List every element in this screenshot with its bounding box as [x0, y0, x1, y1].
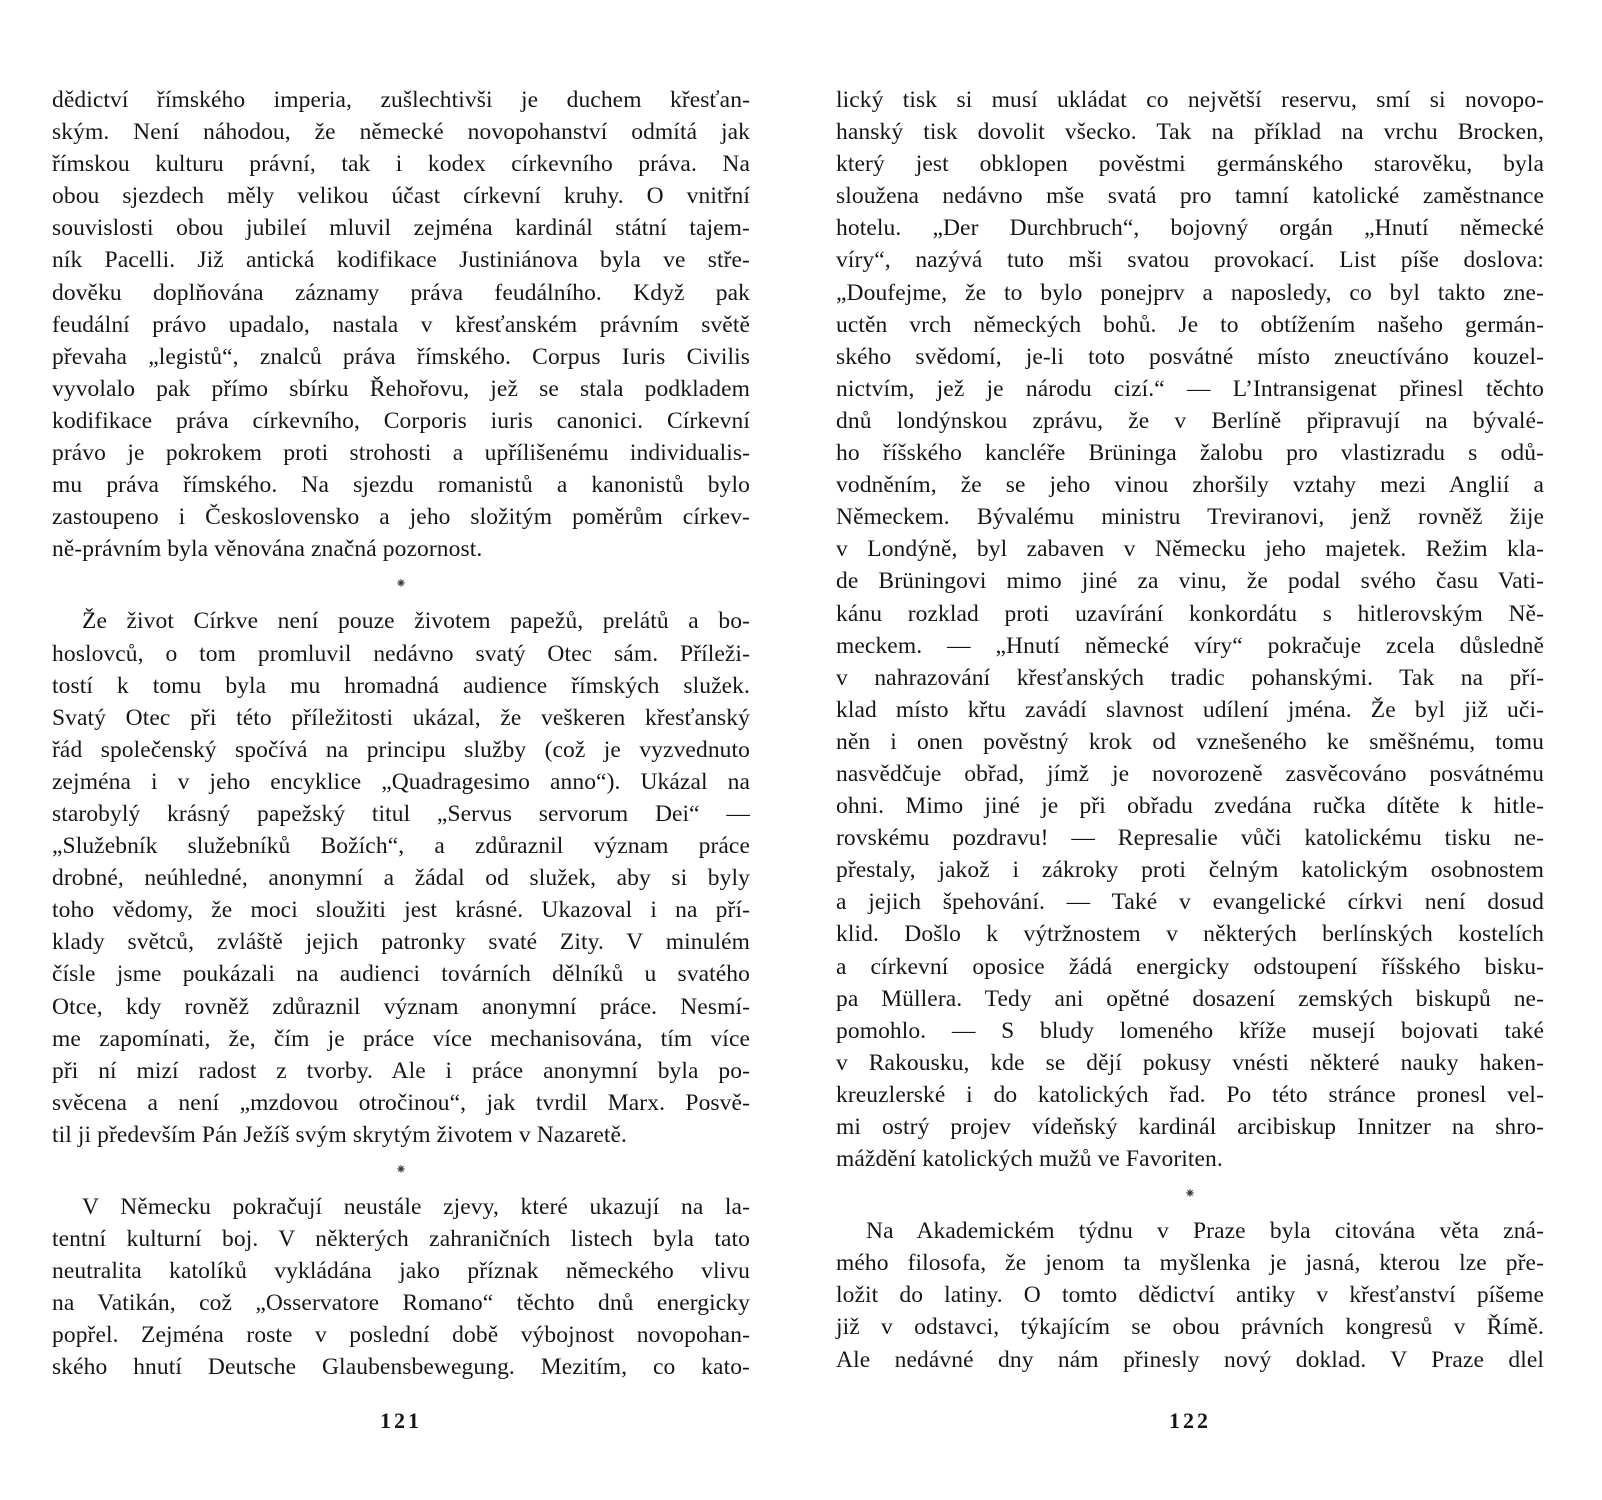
text-line: Otce, kdy rovněž zdůraznil význam anonymní práce. Nesmí-: [52, 993, 750, 1020]
text-line: hoslovců, o tom promluvil nedávno svatý Otec sám. Příleži-: [52, 640, 750, 667]
text-line: kánu rozklad proti uzavírání konkordátu s hitlerovským Ně-: [836, 600, 1544, 627]
text-line: mého filosofa, že jenom ta myšlenka je jasná, kterou lze pře-: [836, 1250, 1544, 1277]
section-ornament: ⁕: [1184, 1187, 1196, 1203]
text-line: starobylý krásný papežský titul „Servus servorum Dei“ —: [52, 800, 750, 827]
text-line: pomohlo. — S bludy lomeného kříže musejí bojovati také: [836, 1017, 1544, 1044]
text-line: kodifikace práva církevního, Corporis iuris canonici. Církevní: [52, 407, 750, 434]
text-line: při ní mizí radost z tvorby. Ale i práce anonymní byla po-: [52, 1057, 750, 1084]
text-line: klady světců, zvláště jejich patronky svaté Zity. V minulém: [52, 929, 750, 956]
text-line: drobné, neúhledné, anonymní a žádal od služek, aby si byly: [52, 865, 750, 892]
text-line: tostí k tomu byla mu hromadná audience římských služek.: [52, 672, 750, 699]
text-line: svěcena a není „mzdovou otročinou“, jak tvrdil Marx. Posvě-: [52, 1089, 750, 1116]
text-line: který jest obklopen pověstmi germánského starověku, byla: [836, 151, 1544, 178]
right-page-text: [836, 84, 1544, 1376]
text-line: hotelu. „Der Durchbruch“, bojovný orgán „Hnutí německé: [836, 215, 1544, 242]
text-line: již v odstavci, týkajícím se obou právních kongresů v Římě.: [836, 1314, 1544, 1341]
text-line: ložit do latiny. O tomto dědictví antiky v křesťanství píšeme: [836, 1282, 1544, 1309]
text-line: dověku doplňována záznamy práva feudálního. Když pak: [52, 279, 750, 306]
text-line: feudální právo upadalo, nastala v křesťanském právním světě: [52, 311, 750, 338]
text-line: de Brüningovi mimo jiné za vinu, že podal svého času Vati-: [836, 568, 1544, 595]
text-line: Ale nedávné dny nám přinesly nový doklad. V Praze dlel: [836, 1346, 1544, 1373]
text-line: ho říšského kancléře Brüninga žalobu pro vlastizradu s odů-: [836, 440, 1544, 467]
text-line: sloužena nedávno mše svatá pro tamní katolické zaměstnance: [836, 183, 1544, 210]
text-line: neutralita katolíků vykládána jako příznak německého vlivu: [52, 1258, 750, 1285]
left-paragraph-1: [52, 84, 750, 565]
text-line: přestaly, jakož i zákroky proti čelným katolickým osobnostem: [836, 857, 1544, 884]
text-line: nasvědčuje obřad, jímž je novorozeně zasvěcováno posvátnému: [836, 760, 1544, 787]
text-line: Německem. Bývalému ministru Treviranovi, jenž rovněž žije: [836, 504, 1544, 531]
text-line: dědictví římského imperia, zušlechtivši je duchem křesťan-: [52, 87, 750, 113]
left-page-text: [52, 84, 750, 1384]
right-page: [836, 0, 1544, 1500]
text-line: nictvím, jež je národu cizí.“ — L’Intransigenat přinesl těchto: [836, 375, 1544, 402]
page-number-left: 121: [380, 1408, 422, 1433]
text-line: a církevní oposice žádá energicky odstoupení říšského bisku-: [836, 953, 1544, 980]
text-line: til ji především Pán Ježíš svým skrytým životem v Nazaretě.: [52, 1121, 627, 1148]
text-line: kreuzlerské i do katolických řad. Po této stránce pronesl vel-: [836, 1081, 1544, 1108]
section-ornament: ⁕: [395, 577, 407, 593]
text-line: převaha „legistů“, znalců práva římského. Corpus Iuris Civilis: [52, 343, 750, 370]
text-line: římskou kulturu právní, tak i kodex církevního práva. Na: [52, 151, 750, 178]
text-line: me zapomínati, že, čím je práce více mechanisována, tím více: [52, 1025, 750, 1052]
text-line: „Doufejme, že to bylo ponejprv a naposledy, co byl takto zne-: [836, 279, 1544, 306]
text-line: Svatý Otec při této příležitosti ukázal, že veškeren křesťanský: [52, 704, 750, 731]
text-line: ským. Není náhodou, že německé novopohanství odmítá jak: [52, 119, 750, 146]
text-line: Že život Církve není pouze životem papežů, prelátů a bo-: [82, 608, 750, 635]
text-line: zastoupeno i Československo a jeho složitým poměrům církev-: [52, 504, 750, 531]
left-paragraph-2: [52, 605, 750, 1151]
text-line: právo je pokrokem proti strohosti a upřílišenému individualis-: [52, 440, 750, 467]
text-line: v Londýně, byl zabaven v Německu jeho majetek. Režim kla-: [836, 536, 1544, 563]
text-line: toho vědomy, že moci sloužiti jest krásné. Ukazoval i na pří-: [52, 897, 750, 924]
text-line: čísle jsme poukázali na audienci továrních dělníků u svatého: [52, 961, 750, 988]
text-line: klid. Došlo k výtržnostem v některých berlínských kostelích: [836, 921, 1544, 948]
text-line: Na Akademickém týdnu v Praze byla citována věta zná-: [866, 1218, 1544, 1245]
text-line: mu práva římského. Na sjezdu romanistů a kanonistů bylo: [52, 472, 750, 499]
right-paragraph-1: [836, 84, 1544, 1175]
text-line: pa Müllera. Tedy ani opětné dosazení zemských biskupů ne-: [836, 985, 1544, 1012]
text-line: meckem. — „Hnutí německé víry“ pokračuje zcela důsledně: [836, 632, 1544, 659]
text-line: hanský tisk dovolit všecko. Tak na příklad na vrchu Brocken,: [836, 119, 1544, 146]
text-line: něn i onen pověstný krok od vznešeného ke směšnému, tomu: [836, 728, 1544, 755]
text-line: zejména i v jeho encyklice „Quadragesimo anno“). Ukázal na: [52, 768, 750, 795]
text-line: tentní kulturní boj. V některých zahraničních listech byla tato: [52, 1226, 750, 1253]
left-page: [52, 0, 750, 1500]
right-paragraph-2: [836, 1215, 1544, 1375]
left-paragraph-3: [52, 1191, 750, 1384]
text-line: a jejich špehování. — Také v evangelické církvi není dosud: [836, 889, 1544, 916]
text-line: ník Pacelli. Již antická kodifikace Justiniánova byla ve stře-: [52, 247, 750, 274]
text-line: V Německu pokračují neustále zjevy, které ukazují na la-: [82, 1194, 750, 1220]
text-line: rovskému pozdravu! — Represalie vůči katolickému tisku ne-: [836, 825, 1544, 852]
text-line: klad místo křtu zavádí slavnost udílení jména. Že byl již uči-: [836, 696, 1544, 723]
text-line: ohni. Mimo jiné je při obřadu zvedána ručka dítěte k hitle-: [836, 793, 1544, 820]
text-line: souvislosti obou jubileí mluvil zejména kardinál státní tajem-: [52, 215, 750, 242]
text-line: řád společenský spočívá na principu služby (což je vyzvednuto: [52, 736, 750, 763]
text-line: vyvolalo pak přímo sbírku Řehořovu, jež se stala podkladem: [52, 375, 750, 402]
text-line: dnů londýnskou zprávu, že v Berlíně připravují na bývalé-: [836, 407, 1544, 434]
text-line: v Rakousku, kde se dějí pokusy vnésti některé nauky haken-: [836, 1049, 1544, 1076]
text-line: v nahrazování křesťanských tradic pohanskými. Tak na pří-: [836, 664, 1544, 691]
text-line: ského svědomí, je-li toto posvátné místo zneuctíváno kouzel-: [836, 343, 1544, 370]
text-line: máždění katolických mužů ve Favoriten.: [836, 1146, 1223, 1173]
text-line: víry“, nazývá tuto mši svatou provokací. List píše doslova:: [836, 247, 1544, 274]
text-line: popřel. Zejména roste v poslední době výbojnost novopohan-: [52, 1322, 750, 1349]
page-number-right: 122: [1169, 1408, 1211, 1433]
text-line: uctěn vrch německých bohů. Je to obtížením našeho germán-: [836, 311, 1544, 338]
text-line: ně-právním byla věnována značná pozornost.: [52, 536, 483, 563]
text-line: vodněním, že se jeho vinou zhoršily vztahy mezi Anglií a: [836, 472, 1544, 499]
text-line: ského hnutí Deutsche Glaubensbewegung. Mezitím, co kato-: [52, 1354, 750, 1381]
text-line: „Služebník služebníků Božích“, a zdůraznil význam práce: [52, 833, 750, 860]
text-line: obou sjezdech měly velikou účast církevní kruhy. O vnitřní: [52, 183, 750, 210]
text-line: na Vatikán, což „Osservatore Romano“ těchto dnů energicky: [52, 1290, 750, 1317]
text-line: mi ostrý projev vídeňský kardinál arcibiskup Innitzer na shro-: [836, 1114, 1544, 1140]
text-line: lický tisk si musí ukládat co největší reservu, smí si novopo-: [836, 87, 1544, 113]
section-ornament: ⁕: [395, 1163, 407, 1178]
